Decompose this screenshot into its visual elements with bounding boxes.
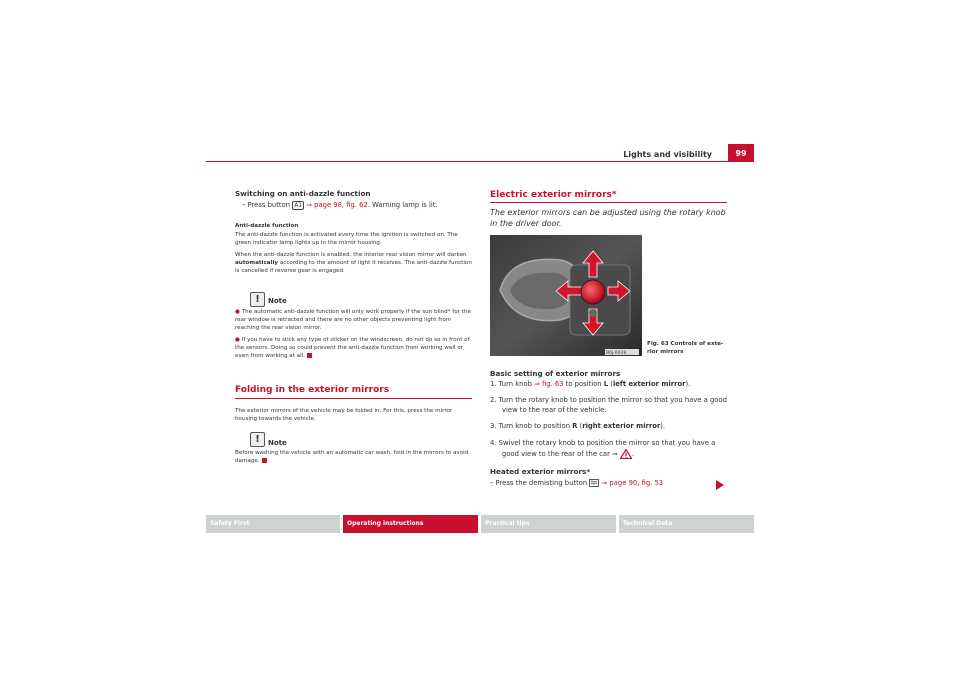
antidazzle-paragraph-2 [235,251,475,275]
footer-tab-safety-first[interactable]: Safety First [206,515,340,533]
step-4-text: 4. Swivel the rotary knob to position the mirror so that you have a good view to the rear of the car ⇒ [490,439,716,458]
continue-arrow-icon [716,480,724,490]
step-1-bold: L [603,380,609,388]
page-link[interactable]: ⇒ page 90, fig. 53 [601,479,664,487]
note-label: Note [268,297,287,305]
antidazzle-p2-pre: When the anti-dazzle function is enabled, the interior rear vision mirror will darken [235,252,467,258]
step-3-bold: R [572,422,578,430]
antidazzle-paragraph-1: The anti-dazzle function is activated every time the ignition is switched on. The green indicator lamp lights up in the mirror housing. [235,232,458,246]
step-1-mid: to position [565,380,602,388]
end-of-section-icon [262,458,267,463]
heated-step-pre: – Press the demisting button [490,479,588,487]
step-3: 3. Turn knob to position R (right exterior mirror). [490,422,666,430]
note-bullet-2-text: If you have to stick any type of sticker on the windscreen, do not do so in front of the sensors. Doing so could prevent the anti-dazzle function from working well or even from working at all. [235,337,470,359]
warning-triangle-icon [620,449,632,459]
electric-mirrors-intro: The exterior mirrors can be adjusted using the rotary knob in the driver door. [490,208,726,228]
folding-heading: Folding in the exterior mirrors [235,385,390,395]
page-link[interactable]: ⇒ page 98, fig. 62 [306,201,368,209]
figure-code: B6J-0028 [606,351,627,356]
note-icon: ! [250,432,265,447]
mirror-controls-figure [490,235,642,356]
switching-heading: Switching on anti-dazzle function [235,189,371,198]
note-label-2: Note [268,439,287,447]
step-2: 2. Turn the rotary knob to position the mirror so that you have a good view to the rear of the vehicle. [490,396,727,414]
running-header-title: Lights and visibility [623,150,712,159]
step-4: 4. Swivel the rotary knob to position the mirror so that you have a good view to the rear of the car ⇒ . [490,439,716,458]
bullet-icon: ● [235,337,240,343]
footer-tab-operating-instructions[interactable]: Operating instructions [343,515,478,533]
heated-step [490,479,730,489]
electric-mirrors-rule [490,202,727,203]
switching-step-post: . Warning lamp is lit. [367,201,438,209]
step-1-paren: left exterior mirror [612,380,686,388]
step-3-pre: 3. Turn knob to position [490,422,570,430]
basic-setting-heading: Basic setting of exterior mirrors [490,369,621,378]
header-rule [206,161,754,162]
antidazzle-p2-bold: automatically [235,260,279,266]
antidazzle-p2-post: according to the amount of light it receives. The anti-dazzle function is cancelled if reverse gear is engaged. [235,260,472,274]
note2-text [235,449,475,465]
footer-tab-technical-data[interactable]: Technical Data [619,515,754,533]
bullet-icon: ● [235,309,240,315]
folding-text: The exterior mirrors of the vehicle may be folded in. For this, press the mirror housing towards the vehicle. [235,408,453,422]
note-bullet-2 [235,336,475,360]
note2-text-body: Before washing the vehicle with an automatic car wash, fold in the mirrors to avoid damage. [235,450,469,464]
folding-heading-rule [235,398,472,399]
step-1: 1. Turn knob ⇒ fig. 63 to position L (left exterior mirror). [490,380,691,388]
antidazzle-title: Anti-dazzle function [235,223,299,229]
figure-caption-line-2: rior mirrors [647,349,684,355]
button-a1-symbol: A1 [294,202,303,209]
figure-caption [647,340,727,356]
switching-step [242,201,482,211]
end-of-section-icon [307,353,312,358]
figure-caption-line-1: Fig. 63 Controls of exte- [647,341,724,347]
heated-heading: Heated exterior mirrors* [490,467,591,476]
electric-mirrors-heading: Electric exterior mirrors* [490,190,617,200]
demist-button-icon [589,479,599,487]
page-number: 99 [728,144,754,162]
step-3-paren: right exterior mirror [582,422,661,430]
figure-link[interactable]: ⇒ fig. 63 [534,380,564,388]
note-bullet-1-text: The automatic anti-dazzle function will only work properly if the sun blind* for the rear window is retracted and there are no other objects preventing light from reaching the rear vision mirror. [235,309,471,331]
step-1-pre: 1. Turn knob [490,380,532,388]
footer-tab-practical-tips[interactable]: Practical tips [481,515,616,533]
note-bullet-1 [235,308,475,332]
note-icon: ! [250,292,265,307]
switching-step-pre: – Press button [242,201,291,209]
